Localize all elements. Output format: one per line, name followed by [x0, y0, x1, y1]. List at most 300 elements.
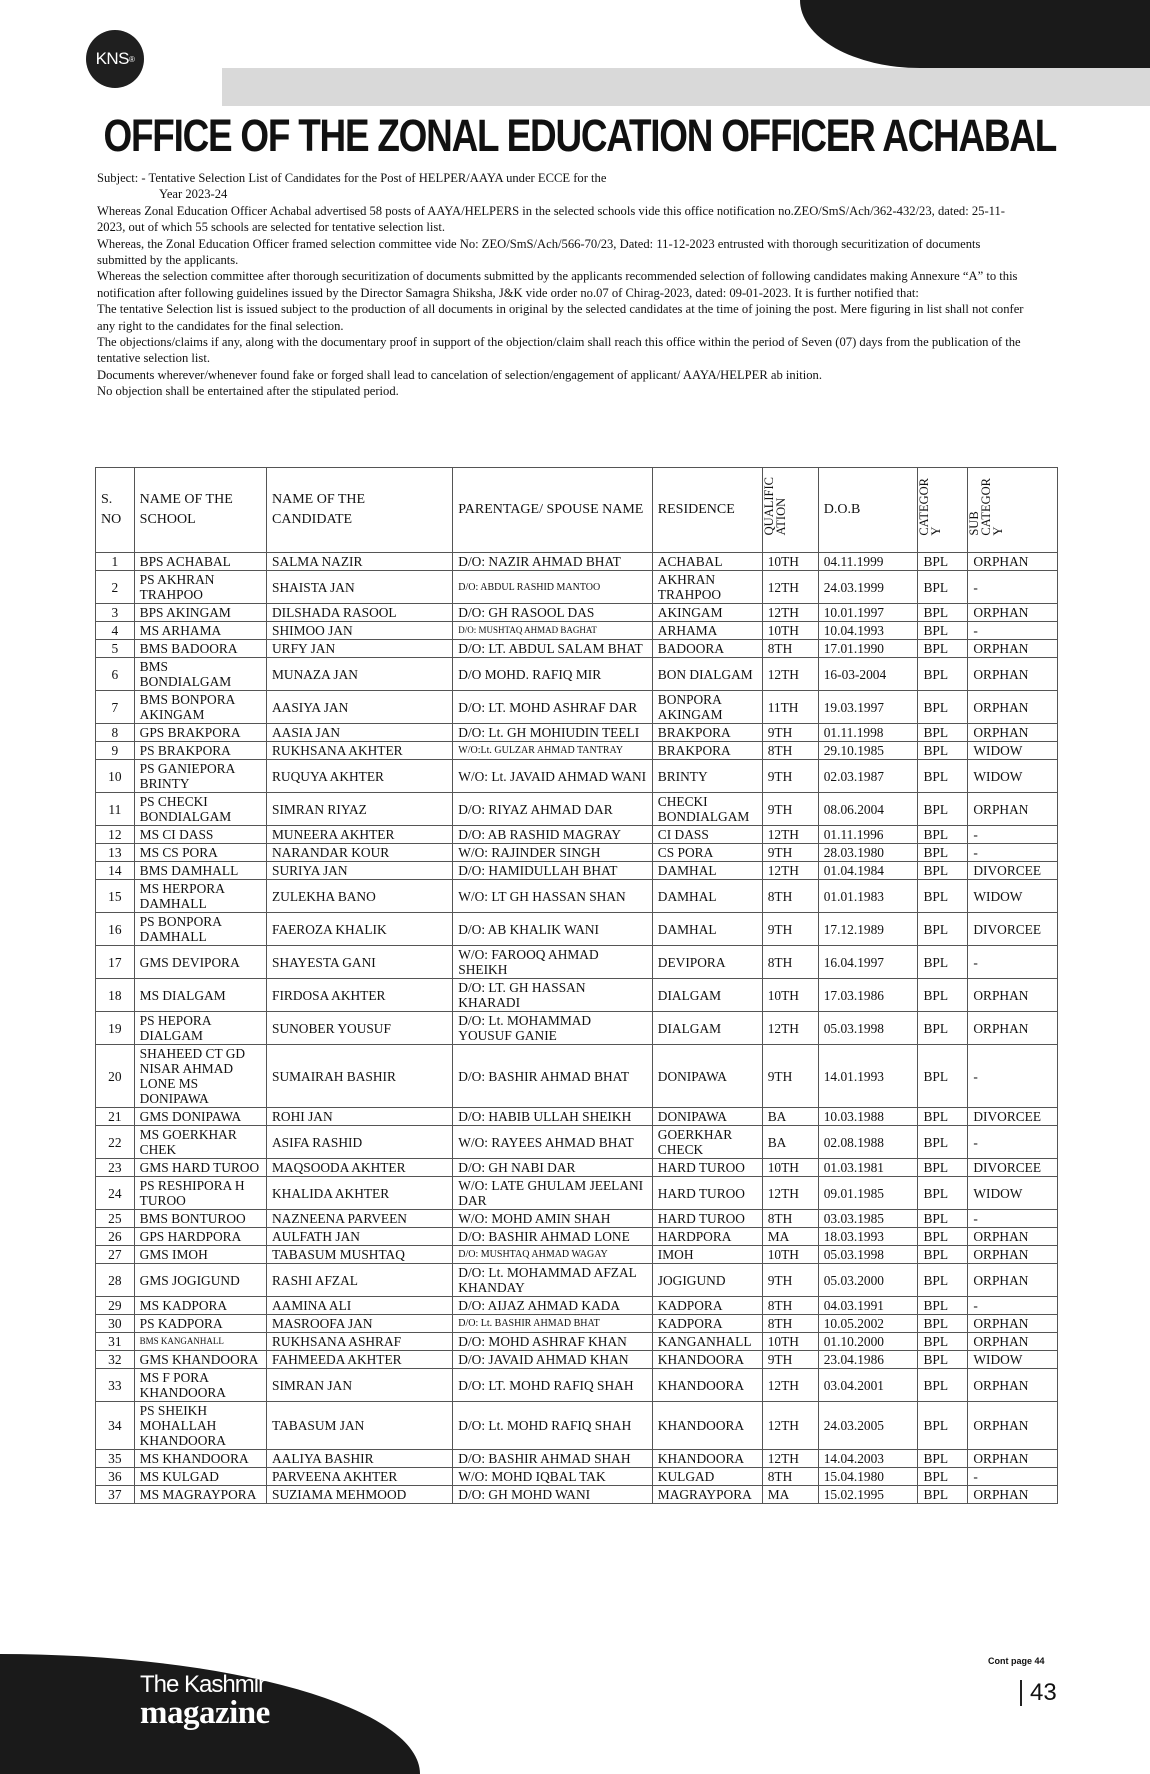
table-cell: FAEROZA KHALIK: [267, 913, 453, 946]
table-row: [96, 1177, 1058, 1210]
table-cell: SURIYA JAN: [267, 862, 453, 880]
table-cell: BMS BONPORA AKINGAM: [134, 691, 266, 724]
table-cell: 8TH: [762, 1468, 818, 1486]
table-cell: 16.04.1997: [818, 946, 918, 979]
table-cell: D/O: Lt. BASHIR AHMAD BHAT: [453, 1315, 653, 1333]
table-cell: BRAKPORA: [652, 742, 762, 760]
table-cell: MS HERPORA DAMHALL: [134, 880, 266, 913]
table-cell: DAMHAL: [652, 862, 762, 880]
brand-line1: The Kashmir: [140, 1671, 266, 1698]
table-cell: -: [968, 1468, 1058, 1486]
table-cell: KADPORA: [652, 1315, 762, 1333]
header-parentage: PARENTAGE/ SPOUSE NAME: [453, 468, 653, 553]
table-row: [96, 862, 1058, 880]
table-cell: PS HEPORA DIALGAM: [134, 1012, 266, 1045]
table-cell: 8TH: [762, 1210, 818, 1228]
table-cell: -: [968, 622, 1058, 640]
table-cell: 10TH: [762, 622, 818, 640]
table-cell: D/O: LT. MOHD ASHRAF DAR: [453, 691, 653, 724]
table-cell: PS RESHIPORA H TUROO: [134, 1177, 266, 1210]
table-cell: AAMINA ALI: [267, 1297, 453, 1315]
table-cell: D/O: JAVAID AHMAD KHAN: [453, 1351, 653, 1369]
registered-mark: ®: [129, 54, 135, 64]
table-cell: 9TH: [762, 1045, 818, 1108]
table-cell: 16-03-2004: [818, 658, 918, 691]
table-cell: 10.01.1997: [818, 604, 918, 622]
table-row: [96, 571, 1058, 604]
table-cell: BMS DAMHALL: [134, 862, 266, 880]
page-number: 43: [1020, 1680, 1057, 1706]
table-cell: BPL: [918, 1486, 968, 1504]
table-cell: 23: [96, 1159, 135, 1177]
table-cell: D/O: LT. ABDUL SALAM BHAT: [453, 640, 653, 658]
table-cell: 8TH: [762, 1315, 818, 1333]
table-row: [96, 1108, 1058, 1126]
paragraph: Whereas the selection committee after thorough securitization of documents submitted by the applicants recommended selection of following candidates making Annexure “A” to this notification after following guidelines issued by the Director Samagra Shiksha, J&K vide order no.07 of Chirag-2023, dated: 09-01-2023. It is further notified that:: [97, 269, 1018, 300]
table-cell: ORPHAN: [968, 1012, 1058, 1045]
table-cell: PARVEENA AKHTER: [267, 1468, 453, 1486]
table-row: [96, 1486, 1058, 1504]
table-cell: 8TH: [762, 880, 818, 913]
selection-table: [95, 467, 1058, 1504]
table-row: [96, 724, 1058, 742]
table-cell: WIDOW: [968, 1177, 1058, 1210]
table-cell: 7: [96, 691, 135, 724]
table-cell: ORPHAN: [968, 1369, 1058, 1402]
table-cell: 12TH: [762, 1450, 818, 1468]
table-cell: 29.10.1985: [818, 742, 918, 760]
magazine-logo: [140, 1673, 270, 1729]
table-cell: 20: [96, 1045, 135, 1108]
table-cell: MS KADPORA: [134, 1297, 266, 1315]
table-row: [96, 946, 1058, 979]
table-cell: PS GANIEPORA BRINTY: [134, 760, 266, 793]
table-cell: GMS DEVIPORA: [134, 946, 266, 979]
table-row: [96, 1315, 1058, 1333]
table-cell: DEVIPORA: [652, 946, 762, 979]
table-cell: ORPHAN: [968, 604, 1058, 622]
table-cell: AALIYA BASHIR: [267, 1450, 453, 1468]
table-cell: 9: [96, 742, 135, 760]
header-bar: [222, 68, 1150, 106]
table-cell: 32: [96, 1351, 135, 1369]
table-cell: BPL: [918, 742, 968, 760]
table-cell: ORPHAN: [968, 640, 1058, 658]
subject-line: Subject: - Tentative Selection List of Candidates for the Post of HELPER/AAYA under ECCE for the: [97, 171, 607, 185]
table-cell: 12TH: [762, 1369, 818, 1402]
table-cell: SHAYESTA GANI: [267, 946, 453, 979]
table-cell: 19: [96, 1012, 135, 1045]
table-cell: BPL: [918, 793, 968, 826]
table-cell: RUQUYA AKHTER: [267, 760, 453, 793]
table-cell: D/O: BASHIR AHMAD BHAT: [453, 1045, 653, 1108]
table-cell: TABASUM JAN: [267, 1402, 453, 1450]
table-cell: -: [968, 826, 1058, 844]
table-cell: D/O: HAMIDULLAH BHAT: [453, 862, 653, 880]
table-cell: -: [968, 1210, 1058, 1228]
table-cell: GMS KHANDOORA: [134, 1351, 266, 1369]
table-cell: DONIPAWA: [652, 1045, 762, 1108]
table-cell: KULGAD: [652, 1468, 762, 1486]
table-row: [96, 1450, 1058, 1468]
header-sno: S. NO: [96, 468, 135, 553]
table-cell: MS CS PORA: [134, 844, 266, 862]
table-cell: 03.04.2001: [818, 1369, 918, 1402]
table-cell: 04.03.1991: [818, 1297, 918, 1315]
table-cell: BPL: [918, 658, 968, 691]
table-cell: MS MAGRAYPORA: [134, 1486, 266, 1504]
table-cell: 18.03.1993: [818, 1228, 918, 1246]
table-cell: BMS KANGANHALL: [134, 1333, 266, 1351]
table-cell: 14.01.1993: [818, 1045, 918, 1108]
table-cell: 14.04.2003: [818, 1450, 918, 1468]
table-cell: KHANDOORA: [652, 1369, 762, 1402]
table-cell: BADOORA: [652, 640, 762, 658]
table-row: [96, 1159, 1058, 1177]
table-cell: NAZNEENA PARVEEN: [267, 1210, 453, 1228]
table-cell: BPL: [918, 1333, 968, 1351]
table-cell: MUNEERA AKHTER: [267, 826, 453, 844]
table-cell: 05.03.1998: [818, 1246, 918, 1264]
table-cell: ORPHAN: [968, 1402, 1058, 1450]
header-category: [918, 468, 968, 553]
table-header-row: [96, 468, 1058, 553]
table-cell: RUKHSANA ASHRAF: [267, 1333, 453, 1351]
table-cell: ZULEKHA BANO: [267, 880, 453, 913]
table-cell: 24.03.1999: [818, 571, 918, 604]
table-cell: KADPORA: [652, 1297, 762, 1315]
table-cell: 15: [96, 880, 135, 913]
table-row: [96, 1264, 1058, 1297]
table-cell: PS CHECKI BONDIALGAM: [134, 793, 266, 826]
paragraph: Documents wherever/whenever found fake or forged shall lead to cancelation of selection/engagement of applicant/ AAYA/HELPER ab inition.: [97, 367, 822, 382]
table-cell: 15.04.1980: [818, 1468, 918, 1486]
table-cell: DONIPAWA: [652, 1108, 762, 1126]
table-cell: 05.03.1998: [818, 1012, 918, 1045]
table-cell: D/O: HABIB ULLAH SHEIKH: [453, 1108, 653, 1126]
table-cell: -: [968, 571, 1058, 604]
table-cell: GMS JOGIGUND: [134, 1264, 266, 1297]
table-cell: BPL: [918, 1126, 968, 1159]
table-cell: D/O: AIJAZ AHMAD KADA: [453, 1297, 653, 1315]
table-cell: DIVORCEE: [968, 913, 1058, 946]
table-cell: FIRDOSA AKHTER: [267, 979, 453, 1012]
table-row: [96, 1333, 1058, 1351]
table-cell: D/O: AB RASHID MAGRAY: [453, 826, 653, 844]
header-residence: RESIDENCE: [652, 468, 762, 553]
table-cell: SUMAIRAH BASHIR: [267, 1045, 453, 1108]
table-cell: SHAHEED CT GD NISAR AHMAD LONE MS DONIPAWA: [134, 1045, 266, 1108]
table-cell: 01.10.2000: [818, 1333, 918, 1351]
table-body: [96, 553, 1058, 1504]
table-cell: 1: [96, 553, 135, 571]
table-cell: 12TH: [762, 1012, 818, 1045]
table-cell: KANGANHALL: [652, 1333, 762, 1351]
table-cell: -: [968, 844, 1058, 862]
table-cell: 01.01.1983: [818, 880, 918, 913]
table-cell: W/O: Lt. JAVAID AHMAD WANI: [453, 760, 653, 793]
table-cell: 17.01.1990: [818, 640, 918, 658]
table-cell: BPL: [918, 1402, 968, 1450]
table-cell: MUNAZA JAN: [267, 658, 453, 691]
table-cell: 9TH: [762, 1264, 818, 1297]
table-cell: W/O: MOHD AMIN SHAH: [453, 1210, 653, 1228]
table-cell: 10TH: [762, 1159, 818, 1177]
table-row: [96, 1297, 1058, 1315]
table-cell: D/O: BASHIR AHMAD SHAH: [453, 1450, 653, 1468]
table-cell: 31: [96, 1333, 135, 1351]
table-cell: BMS BONTUROO: [134, 1210, 266, 1228]
table-cell: 02.03.1987: [818, 760, 918, 793]
table-cell: BPL: [918, 1264, 968, 1297]
top-decoration: [800, 0, 1150, 68]
table-cell: AASIYA JAN: [267, 691, 453, 724]
table-cell: D/O: LT. MOHD RAFIQ SHAH: [453, 1369, 653, 1402]
table-cell: BPL: [918, 1450, 968, 1468]
table-cell: 9TH: [762, 793, 818, 826]
table-cell: MS KHANDOORA: [134, 1450, 266, 1468]
table-cell: BPL: [918, 1108, 968, 1126]
table-cell: D/O: MUSHTAQ AHMAD WAGAY: [453, 1246, 653, 1264]
table-cell: 26: [96, 1228, 135, 1246]
table-cell: 15.02.1995: [818, 1486, 918, 1504]
table-cell: 35: [96, 1450, 135, 1468]
table-row: [96, 658, 1058, 691]
table-cell: BPL: [918, 844, 968, 862]
table-cell: FAHMEEDA AKHTER: [267, 1351, 453, 1369]
table-cell: W/O: LT GH HASSAN SHAN: [453, 880, 653, 913]
table-cell: 12TH: [762, 862, 818, 880]
table-cell: D/O: GH MOHD WANI: [453, 1486, 653, 1504]
table-cell: 2: [96, 571, 135, 604]
table-cell: MS KULGAD: [134, 1468, 266, 1486]
table-cell: BPL: [918, 1297, 968, 1315]
table-cell: 13: [96, 844, 135, 862]
table-cell: D/O: RIYAZ AHMAD DAR: [453, 793, 653, 826]
table-cell: BPL: [918, 1246, 968, 1264]
table-cell: ORPHAN: [968, 793, 1058, 826]
table-cell: 10TH: [762, 1246, 818, 1264]
table-cell: BPL: [918, 1159, 968, 1177]
table-cell: 10: [96, 760, 135, 793]
table-cell: ASIFA RASHID: [267, 1126, 453, 1159]
table-cell: 03.03.1985: [818, 1210, 918, 1228]
table-cell: GMS HARD TUROO: [134, 1159, 266, 1177]
table-cell: JOGIGUND: [652, 1264, 762, 1297]
kns-logo-text: KNS: [95, 49, 130, 68]
table-cell: ORPHAN: [968, 1450, 1058, 1468]
table-cell: WIDOW: [968, 760, 1058, 793]
table-cell: CHECKI BONDIALGAM: [652, 793, 762, 826]
table-cell: MS DIALGAM: [134, 979, 266, 1012]
table-row: [96, 1468, 1058, 1486]
table-cell: KHALIDA AKHTER: [267, 1177, 453, 1210]
table-cell: BPL: [918, 1177, 968, 1210]
table-cell: D/O: MUSHTAQ AHMAD BAGHAT: [453, 622, 653, 640]
table-row: [96, 826, 1058, 844]
table-cell: 08.06.2004: [818, 793, 918, 826]
table-cell: 17: [96, 946, 135, 979]
table-cell: 19.03.1997: [818, 691, 918, 724]
table-cell: 8TH: [762, 946, 818, 979]
table-cell: ORPHAN: [968, 1246, 1058, 1264]
table-cell: 01.03.1981: [818, 1159, 918, 1177]
table-cell: 12TH: [762, 571, 818, 604]
table-cell: W/O: MOHD IQBAL TAK: [453, 1468, 653, 1486]
table-cell: BPL: [918, 1012, 968, 1045]
table-cell: 10TH: [762, 979, 818, 1012]
table-cell: W/O: LATE GHULAM JEELANI DAR: [453, 1177, 653, 1210]
table-cell: 10.03.1988: [818, 1108, 918, 1126]
table-cell: D/O: MOHD ASHRAF KHAN: [453, 1333, 653, 1351]
table-cell: WIDOW: [968, 1351, 1058, 1369]
notification-text: [97, 170, 1027, 400]
table-cell: 02.08.1988: [818, 1126, 918, 1159]
table-cell: BPL: [918, 1210, 968, 1228]
table-cell: RASHI AFZAL: [267, 1264, 453, 1297]
table-cell: 28: [96, 1264, 135, 1297]
table-cell: ORPHAN: [968, 1315, 1058, 1333]
table-cell: 36: [96, 1468, 135, 1486]
table-row: [96, 1012, 1058, 1045]
table-cell: URFY JAN: [267, 640, 453, 658]
table-row: [96, 604, 1058, 622]
header-school: NAME OF THE SCHOOL: [134, 468, 266, 553]
table-cell: BPL: [918, 604, 968, 622]
table-cell: 8TH: [762, 742, 818, 760]
table-cell: BPL: [918, 691, 968, 724]
table-cell: BPL: [918, 571, 968, 604]
table-cell: ARHAMA: [652, 622, 762, 640]
table-cell: DIVORCEE: [968, 1159, 1058, 1177]
table-cell: 01.04.1984: [818, 862, 918, 880]
table-cell: GMS DONIPAWA: [134, 1108, 266, 1126]
table-cell: BPL: [918, 1468, 968, 1486]
table-cell: 17.12.1989: [818, 913, 918, 946]
table-cell: 8TH: [762, 640, 818, 658]
table-row: [96, 1351, 1058, 1369]
table-cell: 33: [96, 1369, 135, 1402]
table-row: [96, 1228, 1058, 1246]
table-cell: BMS BONDIALGAM: [134, 658, 266, 691]
table-cell: W/O:Lt. GULZAR AHMAD TANTRAY: [453, 742, 653, 760]
table-cell: BA: [762, 1108, 818, 1126]
table-cell: BPL: [918, 862, 968, 880]
table-row: [96, 1246, 1058, 1264]
table-cell: BPL: [918, 1045, 968, 1108]
table-cell: RUKHSANA AKHTER: [267, 742, 453, 760]
table-row: [96, 640, 1058, 658]
table-cell: ORPHAN: [968, 658, 1058, 691]
table-cell: BPL: [918, 640, 968, 658]
header-qualification-label: QUALIFIC ATION: [761, 477, 788, 536]
table-cell: BPL: [918, 760, 968, 793]
table-cell: HARD TUROO: [652, 1177, 762, 1210]
paragraph: The tentative Selection list is issued subject to the production of all documents in original by the selected candidates at the time of joining the post. Mere figuring in list shall not confer any right to the candidates for the final selection.: [97, 302, 1024, 333]
table-row: [96, 1369, 1058, 1402]
table-cell: BPL: [918, 553, 968, 571]
table-row: [96, 844, 1058, 862]
table-cell: BPL: [918, 622, 968, 640]
table-cell: BON DIALGAM: [652, 658, 762, 691]
continued-note: Cont page 44: [988, 1656, 1045, 1666]
table-cell: PS AKHRAN TRAHPOO: [134, 571, 266, 604]
table-cell: HARD TUROO: [652, 1159, 762, 1177]
table-cell: ORPHAN: [968, 1333, 1058, 1351]
table-row: [96, 1045, 1058, 1108]
table-cell: DIVORCEE: [968, 1108, 1058, 1126]
table-cell: 9TH: [762, 844, 818, 862]
table-cell: W/O: FAROOQ AHMAD SHEIKH: [453, 946, 653, 979]
table-cell: BPL: [918, 1351, 968, 1369]
table-cell: 21: [96, 1108, 135, 1126]
table-cell: 3: [96, 604, 135, 622]
table-cell: 29: [96, 1297, 135, 1315]
table-cell: 01.11.1996: [818, 826, 918, 844]
table-cell: MASROOFA JAN: [267, 1315, 453, 1333]
table-cell: 9TH: [762, 724, 818, 742]
table-cell: 12TH: [762, 604, 818, 622]
table-cell: 8: [96, 724, 135, 742]
table-cell: DIALGAM: [652, 979, 762, 1012]
table-cell: BPL: [918, 1369, 968, 1402]
table-cell: TABASUM MUSHTAQ: [267, 1246, 453, 1264]
table-cell: D/O: Lt. GH MOHIUDIN TEELI: [453, 724, 653, 742]
table-cell: SIMRAN RIYAZ: [267, 793, 453, 826]
table-cell: PS BRAKPORA: [134, 742, 266, 760]
table-row: [96, 691, 1058, 724]
table-cell: BMS BADOORA: [134, 640, 266, 658]
table-row: [96, 622, 1058, 640]
table-cell: 11TH: [762, 691, 818, 724]
table-cell: ORPHAN: [968, 1486, 1058, 1504]
table-cell: DAMHAL: [652, 880, 762, 913]
table-cell: ORPHAN: [968, 1228, 1058, 1246]
paragraph: Whereas, the Zonal Education Officer framed selection committee vide No: ZEO/SmS/Ach/566-70/23, Dated: 11-12-2023 entrusted with thorough securitization of documents submitted by the applicants.: [97, 236, 981, 268]
table-cell: 14: [96, 862, 135, 880]
table-row: [96, 979, 1058, 1012]
kns-logo: [86, 30, 144, 88]
table-cell: AASIA JAN: [267, 724, 453, 742]
table-cell: SALMA NAZIR: [267, 553, 453, 571]
table-cell: GOERKHAR CHECK: [652, 1126, 762, 1159]
table-cell: PS SHEIKH MOHALLAH KHANDOORA: [134, 1402, 266, 1450]
table-cell: AULFATH JAN: [267, 1228, 453, 1246]
paragraph: The objections/claims if any, along with the documentary proof in support of the objection/claim shall reach this office within the period of Seven (07) days from the publication of the tentative selection list.: [97, 335, 1021, 366]
table-cell: SHAISTA JAN: [267, 571, 453, 604]
table-cell: BRAKPORA: [652, 724, 762, 742]
table-cell: SIMRAN JAN: [267, 1369, 453, 1402]
table-cell: 30: [96, 1315, 135, 1333]
table-cell: D/O: LT. GH HASSAN KHARADI: [453, 979, 653, 1012]
table-cell: BPL: [918, 724, 968, 742]
table-cell: BA: [762, 1126, 818, 1159]
table-cell: WIDOW: [968, 880, 1058, 913]
table-row: [96, 1402, 1058, 1450]
table-cell: HARD TUROO: [652, 1210, 762, 1228]
table-cell: DILSHADA RASOOL: [267, 604, 453, 622]
table-cell: 04.11.1999: [818, 553, 918, 571]
table-cell: 10TH: [762, 553, 818, 571]
table-cell: 17.03.1986: [818, 979, 918, 1012]
table-cell: 25: [96, 1210, 135, 1228]
table-cell: BPL: [918, 826, 968, 844]
table-cell: ORPHAN: [968, 724, 1058, 742]
table-cell: 12TH: [762, 1177, 818, 1210]
table-cell: ORPHAN: [968, 553, 1058, 571]
table-cell: BPL: [918, 880, 968, 913]
table-cell: GPS HARDPORA: [134, 1228, 266, 1246]
